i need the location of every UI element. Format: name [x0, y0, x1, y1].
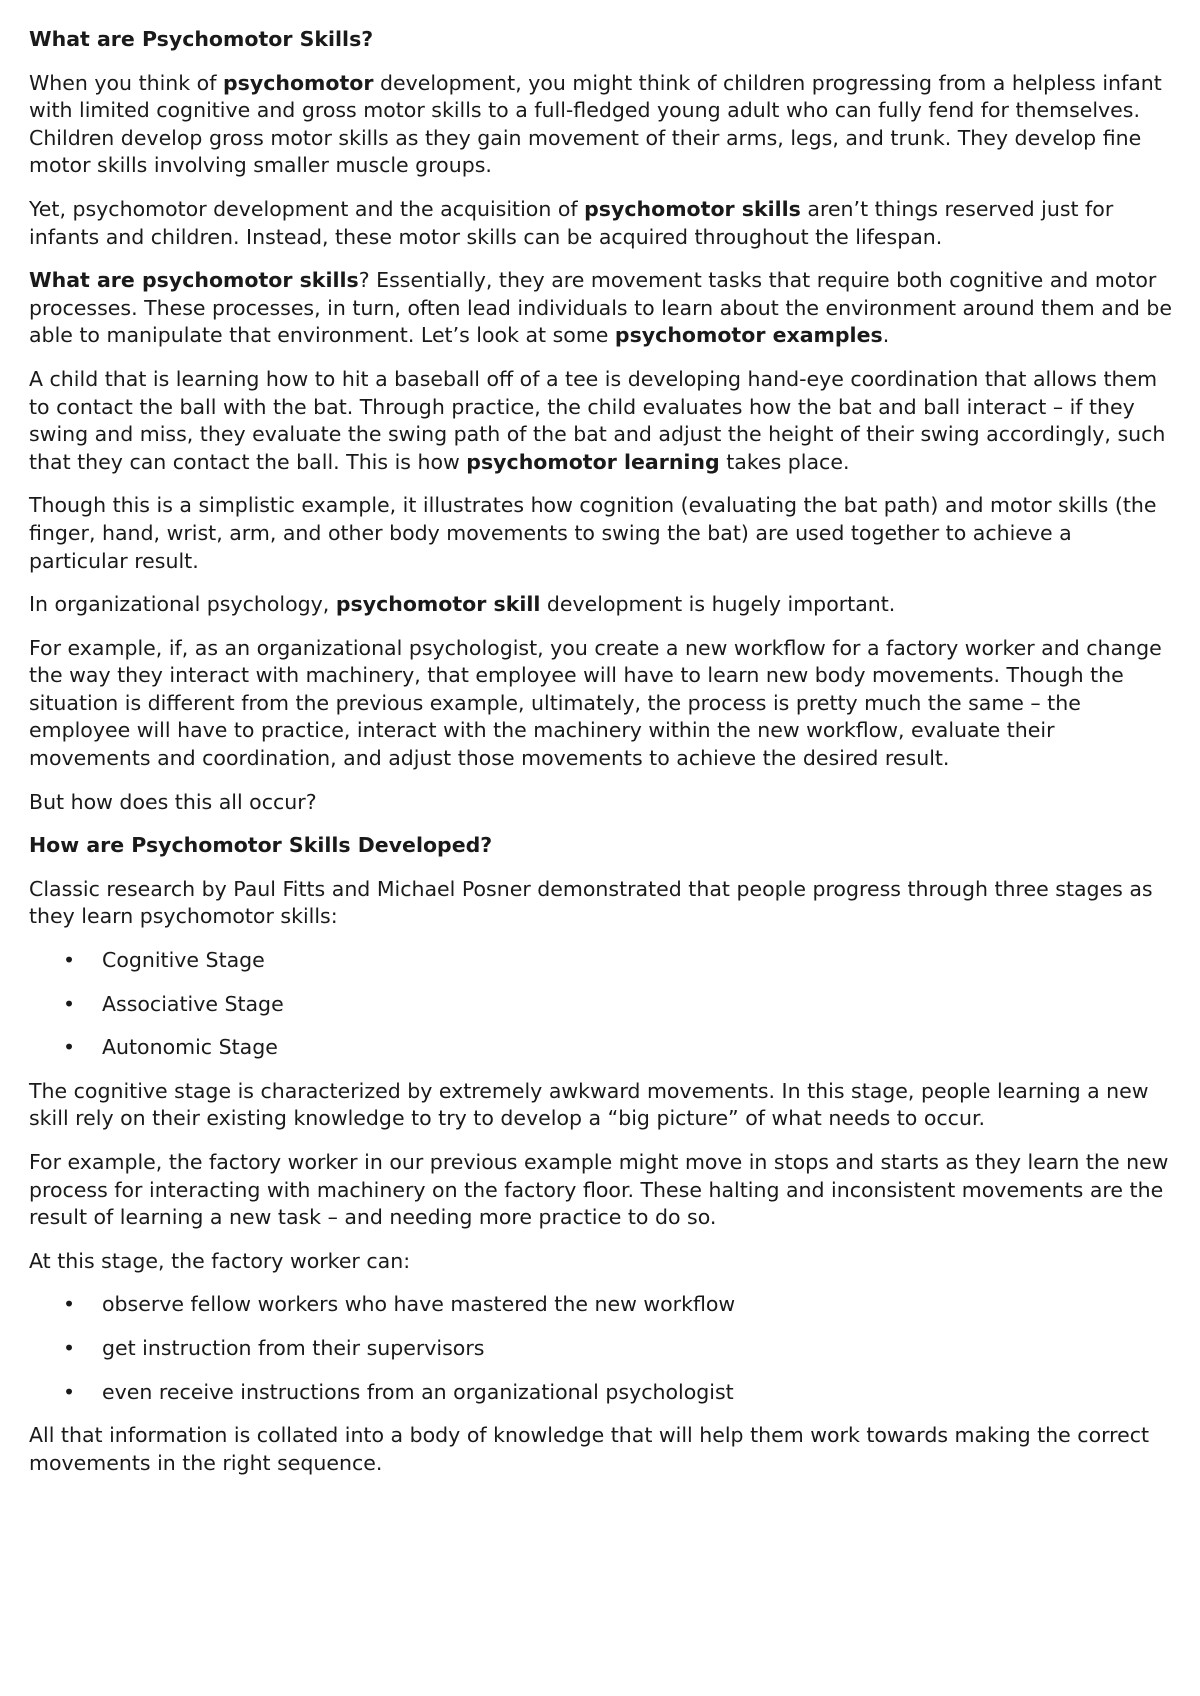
- paragraph-collated: All that information is collated into a body of knowledge that will help them work towards making the correct movements in the right sequence.: [29, 1423, 1150, 1475]
- paragraph-lifespan: [29, 196, 1172, 251]
- paragraph-cognitive-stage: The cognitive stage is characterized by extremely awkward movements. In this stage, people learning a new skill rely on their existing knowledge to try to develop a “big picture” of what needs to occur.: [29, 1078, 1149, 1131]
- bullet-icon: •: [63, 948, 76, 973]
- bold-term: psychomotor examples: [614, 323, 883, 348]
- text: development is hugely important.: [540, 592, 896, 617]
- text: ? Essentially, they are movement tasks that require both cognitive and motor processes. These processes, in turn, often lead individuals to learn about the environment around them and be able to manipulate that environment. Let’s look at some: [29, 268, 1172, 348]
- bullet-icon: •: [63, 1035, 76, 1060]
- paragraph-fitts-posner: Classic research by Paul Fitts and Michael Posner demonstrated that people progress through three stages as they learn psychomotor skills:: [29, 876, 1153, 929]
- bold-term: psychomotor skills: [584, 196, 801, 221]
- bullet-icon: •: [63, 1292, 76, 1317]
- text: development, you might think of children progressing from a helpless infant with limited cognitive and gross motor skills to a full-fledged young adult who can fully fend for themselves. Children develop gross motor skills as they gain movement of their arms, legs, and trunk. They develop fine motor skills involving smaller muscle groups.: [29, 70, 1162, 178]
- paragraph-definition: [29, 267, 1172, 350]
- paragraph-intro: [29, 70, 1172, 180]
- bullet-icon: •: [63, 1335, 76, 1360]
- list-item-text: Cognitive Stage: [102, 948, 265, 973]
- stages-list: [29, 947, 1172, 1062]
- text: takes place.: [719, 449, 850, 474]
- paragraph-simplistic-example: Though this is a simplistic example, it illustrates how cognition (evaluating the bat path) and motor skills (the finger, hand, wrist, arm, and other body movements to swing the bat) are used together to achieve a particular result.: [29, 493, 1157, 573]
- list-item: [29, 947, 1172, 975]
- text: .: [882, 323, 890, 348]
- paragraph-baseball-example: [29, 366, 1172, 476]
- section-heading-what-are-psychomotor-skills: What are Psychomotor Skills?: [29, 27, 374, 51]
- bullet-icon: •: [63, 1379, 76, 1404]
- text: aren’t things reserved just for infants and children. Instead, these motor skills can be acquired throughout the lifespan.: [29, 196, 1114, 249]
- bold-term: What are psychomotor skills: [29, 268, 359, 293]
- text: Yet, psychomotor development and the acquisition of: [29, 196, 585, 221]
- text: In organizational psychology,: [29, 592, 336, 617]
- paragraph-question: But how does this all occur?: [29, 789, 317, 814]
- section-heading-how-developed: How are Psychomotor Skills Developed?: [29, 833, 493, 858]
- paragraph-organizational: [29, 591, 1172, 619]
- list-item-text: get instruction from their supervisors: [102, 1335, 485, 1360]
- paragraph-worker-can: At this stage, the factory worker can:: [29, 1248, 411, 1273]
- bold-term: psychomotor learning: [466, 449, 720, 474]
- list-item: [29, 1291, 1172, 1319]
- list-item: [29, 1379, 1172, 1407]
- bullet-icon: •: [63, 991, 76, 1016]
- list-item-text: even receive instructions from an organizational psychologist: [102, 1379, 734, 1404]
- text: When you think of: [29, 70, 223, 95]
- list-item: [29, 1335, 1172, 1363]
- list-item: [29, 1034, 1172, 1062]
- paragraph-factory-example: For example, if, as an organizational psychologist, you create a new workflow for a factory worker and change the way they interact with machinery, that employee will have to learn new body movements. Though the situation is different from the previous example, ultimately, the process is pretty much the same – the employee will have to practice, interact with the machinery within the new workflow, evaluate their movements and coordination, and adjust those movements to achieve the desired result.: [29, 635, 1162, 771]
- list-item-text: Autonomic Stage: [102, 1035, 278, 1060]
- list-item-text: observe fellow workers who have mastered the new workflow: [102, 1292, 736, 1317]
- paragraph-stops-starts: For example, the factory worker in our previous example might move in stops and starts as they learn the new process for interacting with machinery on the factory floor. These halting and inconsistent movements are the result of learning a new task – and needing more practice to do so.: [29, 1150, 1169, 1230]
- list-item: [29, 991, 1172, 1019]
- worker-actions-list: [29, 1291, 1172, 1406]
- bold-term: psychomotor skill: [335, 592, 541, 617]
- text: A child that is learning how to hit a baseball off of a tee is developing hand-eye coordination that allows them to contact the ball with the bat. Through practice, the child evaluates how the bat and ball interact – if they swing and miss, they evaluate the swing path of the bat and adjust the height of their swing accordingly, such that they can contact the ball. This is how: [29, 366, 1166, 474]
- list-item-text: Associative Stage: [102, 991, 284, 1016]
- bold-term: psychomotor: [222, 70, 374, 95]
